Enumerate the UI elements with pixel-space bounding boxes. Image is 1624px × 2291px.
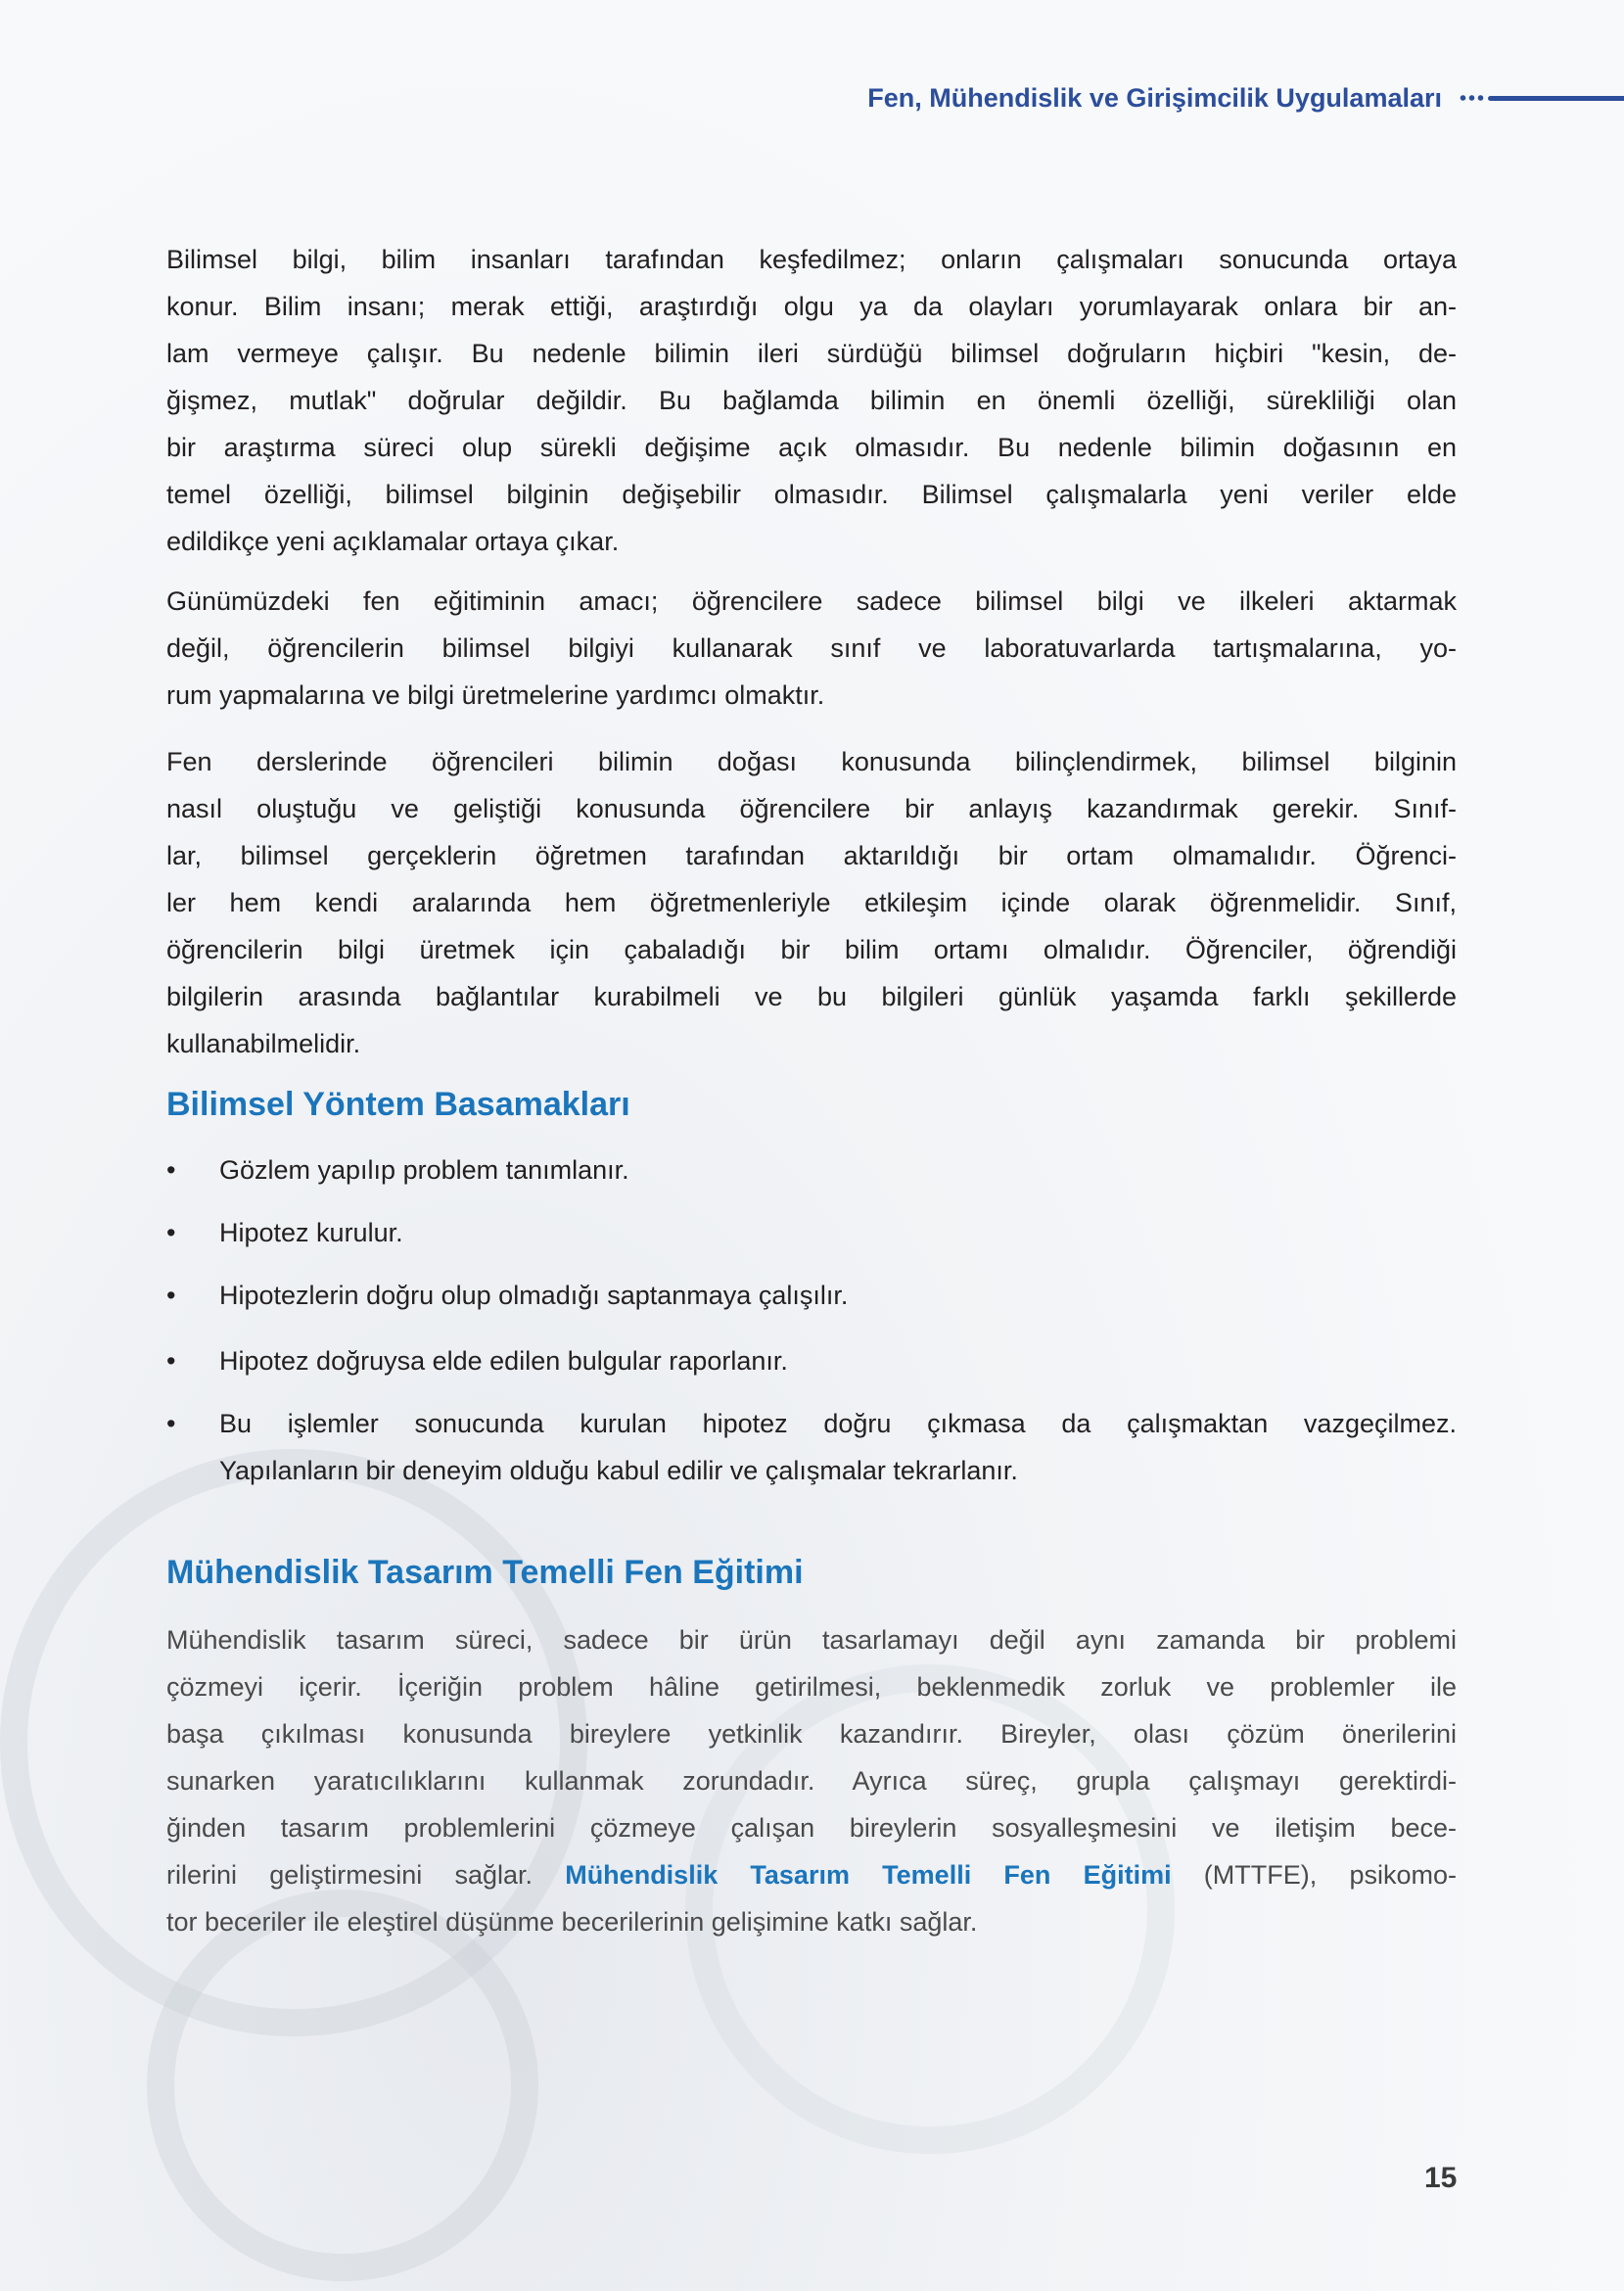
text-line: başa çıkılması konusunda bireylere yetkinlik kazandırır. Bireyler, olası çözüm önerilerini	[166, 1719, 1457, 1749]
text-line: bilgilerin arasında bağlantılar kurabilmeli ve bu bilgileri günlük yaşamda farklı şekillerde	[166, 982, 1457, 1011]
text-line: değil, öğrencilerin bilimsel bilgiyi kullanarak sınıf ve laboratuvarlarda tartışmalarına, yo-	[166, 633, 1457, 663]
text-span: rilerini geliştirmesini sağlar.	[166, 1860, 566, 1890]
list-item-text	[219, 1209, 1457, 1256]
paragraph-nature-of-science	[166, 236, 1457, 565]
bullet-icon: •	[166, 1155, 176, 1185]
text-line: Hipotezlerin doğru olup olmadığı saptanmaya çalışılır.	[219, 1281, 849, 1310]
text-line: Günümüzdeki fen eğitiminin amacı; öğrencilere sadece bilimsel bilgi ve ilkeleri aktarmak	[166, 586, 1457, 616]
text-line: Bilimsel bilgi, bilim insanları tarafından keşfedilmez; onların çalışmaları sonucunda ortaya	[166, 245, 1457, 274]
text-line: Gözlem yapılıp problem tanımlanır.	[219, 1155, 629, 1185]
text-line: nasıl oluştuğu ve geliştiği konusunda öğrencilere bir anlayış kazandırmak gerekir. Sınıf-	[166, 794, 1457, 823]
running-header	[0, 78, 1624, 117]
text-line: ler hem kendi aralarında hem öğretmenleriyle etkileşim içinde olarak öğrenmelidir. Sınıf,	[166, 888, 1457, 917]
text-line: lam vermeye çalışır. Bu nedenle bilimin ileri sürdüğü bilimsel doğruların hiçbiri "kesin, de-	[166, 339, 1457, 368]
text-line: ğinden tasarım problemlerini çözmeye çalışan bireylerin sosyalleşmesini ve iletişim bece-	[166, 1813, 1457, 1843]
text-line: rum yapmalarına ve bilgi üretmelerine yardımcı olmaktır.	[166, 680, 825, 710]
text-line: bir araştırma süreci olup sürekli değişime açık olmasıdır. Bu nedenle bilimin doğasının en	[166, 433, 1457, 462]
list-item-text	[219, 1337, 1457, 1384]
paragraph-science-education-aim	[166, 578, 1457, 719]
header-title: Fen, Mühendislik ve Girişimcilik Uygulamaları	[867, 83, 1442, 113]
text-line: Hipotez doğruysa elde edilen bulgular raporlanır.	[219, 1346, 788, 1376]
highlighted-term: Mühendislik Tasarım Temelli Fen Eğitimi	[565, 1860, 1172, 1890]
text-line: Mühendislik tasarım süreci, sadece bir ürün tasarlamayı değil aynı zamanda bir problemi	[166, 1625, 1457, 1655]
bullet-icon: •	[166, 1281, 176, 1310]
text-line: öğrencilerin bilgi üretmek için çabaladığı bir bilim ortamı olmalıdır. Öğrenciler, öğrendiği	[166, 935, 1457, 964]
section-heading-scientific-method: Bilimsel Yöntem Basamakları	[166, 1086, 630, 1123]
text-line: Fen derslerinde öğrencileri bilimin doğası konusunda bilinçlendirmek, bilimsel bilginin	[166, 747, 1457, 776]
text-line: Hipotez kurulur.	[219, 1218, 403, 1247]
list-item-text	[219, 1400, 1457, 1494]
paragraph-science-classes	[166, 738, 1457, 1067]
text-line	[166, 1851, 1457, 1898]
bullet-icon: •	[166, 1409, 176, 1438]
text-line: kullanabilmelidir.	[166, 1029, 361, 1058]
text-line: temel özelliği, bilimsel bilginin değişebilir olmasıdır. Bilimsel çalışmalarla yeni veriler elde	[166, 480, 1457, 509]
header-rule	[1488, 96, 1624, 101]
text-line: edildikçe yeni açıklamalar ortaya çıkar.	[166, 527, 620, 556]
page-number: 15	[1424, 2162, 1458, 2194]
text-span: (MTTFE), psikomo-	[1171, 1860, 1457, 1890]
text-line: ğişmez, mutlak" doğrular değildir. Bu bağlamda bilimin en önemli özelliği, sürekliliği olan	[166, 386, 1457, 415]
bullet-icon: •	[166, 1218, 176, 1247]
paragraph-engineering-design	[166, 1616, 1457, 1945]
text-line: lar, bilimsel gerçeklerin öğretmen tarafından aktarıldığı bir ortam olmamalıdır. Öğrenci-	[166, 841, 1457, 870]
text-line: Bu işlemler sonucunda kurulan hipotez doğru çıkmasa da çalışmaktan vazgeçilmez.	[219, 1409, 1457, 1438]
text-line: konur. Bilim insanı; merak ettiği, araştırdığı olgu ya da olayları yorumlayarak onlara bir an-	[166, 292, 1457, 321]
text-line: çözmeyi içerir. İçeriğin problem hâline getirilmesi, beklenmedik zorluk ve problemler ile	[166, 1672, 1457, 1702]
header-dots	[1459, 95, 1484, 101]
gear-watermark	[147, 1890, 538, 2281]
text-line: Yapılanların bir deneyim olduğu kabul edilir ve çalışmalar tekrarlanır.	[219, 1456, 1018, 1485]
list-item-text	[219, 1146, 1457, 1193]
text-line: sunarken yaratıcılıklarını kullanmak zorundadır. Ayrıca süreç, grupla çalışmayı gerektirdi-	[166, 1766, 1457, 1796]
list-item-text	[219, 1272, 1457, 1319]
bullet-icon: •	[166, 1346, 176, 1376]
text-line: tor beceriler ile eleştirel düşünme becerilerinin gelişimine katkı sağlar.	[166, 1907, 978, 1937]
section-heading-engineering-design: Mühendislik Tasarım Temelli Fen Eğitimi	[166, 1554, 804, 1591]
